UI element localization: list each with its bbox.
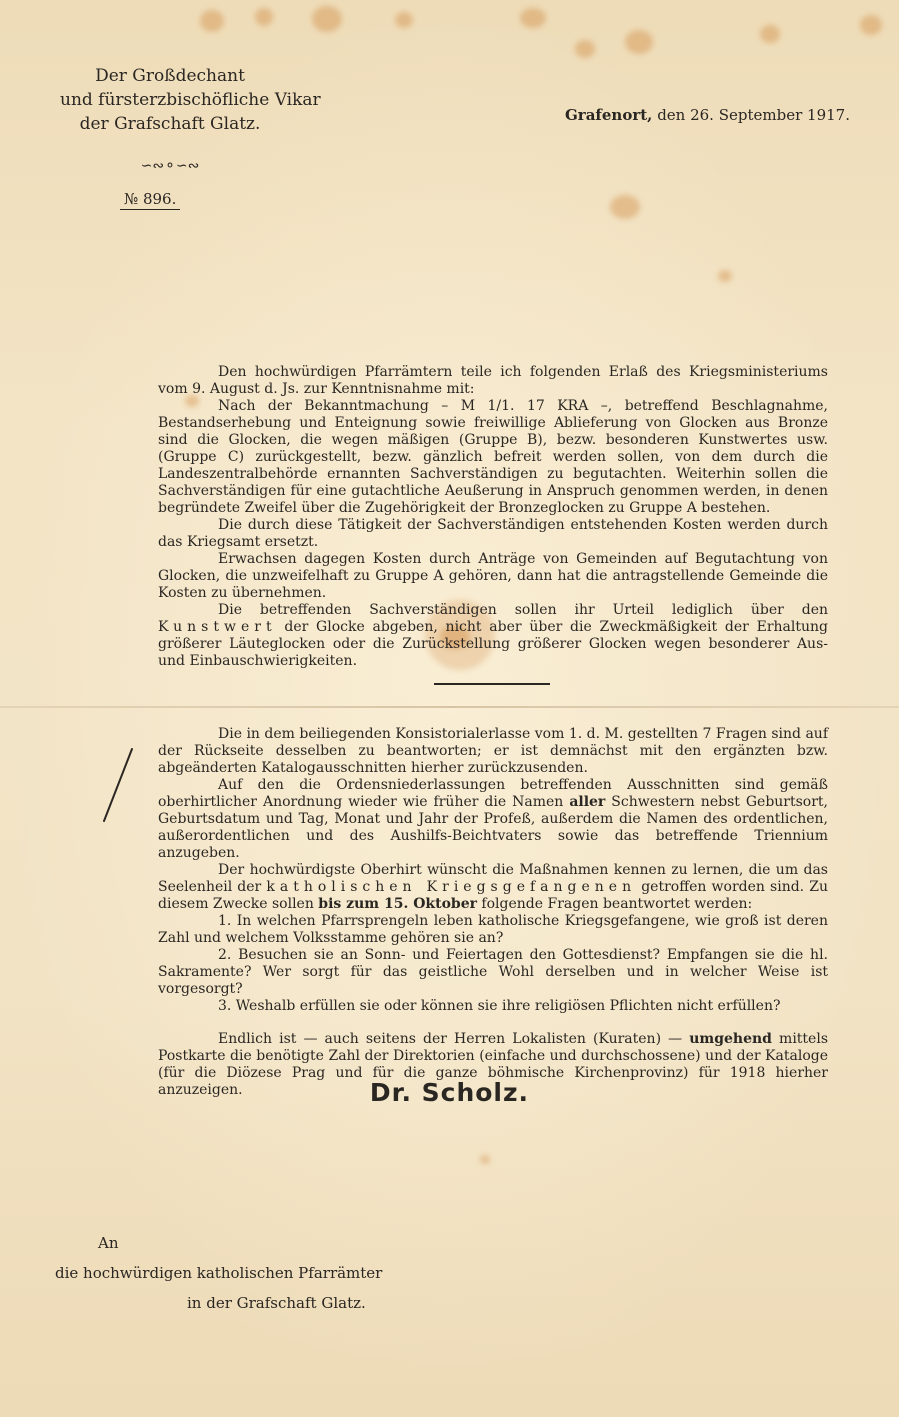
address-line: in der Grafschaft Glatz. [187,1294,366,1312]
stain [610,195,640,219]
stain [625,30,653,54]
stain [255,8,273,26]
text-run: folgende Fragen beantwortet werden: [476,896,753,912]
text-run: Der hochwürdigste Oberhirt wünscht die Maßnahmen kennen zu lernen, die um das Seelenheil der [158,862,828,895]
signature: Dr. Scholz. [369,1078,530,1107]
text-run: der Glocke abgeben, nicht aber über die Zweckmäßigkeit der Erhaltung größerer Läuteglocken oder die Zurückstellung größerer Glocken wegen besonderer Aus- und Einbauschwierigkeiten. [158,619,828,669]
text-run: Endlich ist — auch seitens der Herren Lokalisten (Kuraten) — [218,1031,690,1047]
stain [312,6,342,32]
address-line: An [98,1234,119,1252]
text-run: Die betreffenden Sachverständigen sollen ihr Urteil lediglich über den [218,602,828,618]
paragraph: Erwachsen dagegen Kosten durch Anträge von Gemeinden auf Begutachtung von Glocken, die unzweifelhaft zu Gruppe A gehören, dann hat die antragstellende Gemeinde die Kosten zu übernehmen. [158,551,828,601]
stain [760,25,780,43]
spaced-text: Kunstwert [158,619,277,635]
bold-text: bis zum 15. Oktober [318,896,477,912]
address-line: die hochwürdigen katholischen Pfarrämter [55,1264,383,1282]
question-list [158,913,828,1015]
fold-line [0,706,899,708]
paragraph: Den hochwürdigen Pfarrämtern teile ich folgenden Erlaß des Kriegsministeriums vom 9. August d. Js. zur Kenntnisnahme mit: [158,364,828,397]
stain [575,40,595,58]
instructions-section [158,726,828,1099]
issuer-block [60,64,321,136]
section-divider [434,683,550,685]
question: 1. In welchen Pfarrsprengeln leben katholische Kriegsgefangene, wie groß ist deren Zahl und welchem Volksstamme gehören sie an? [158,913,828,946]
text-run: Auf den die Ordensniederlassungen betreffenden Ausschnitten sind gemäß oberhirtlicher Anordnung wieder wie früher die Namen [158,777,828,810]
issuer-line: der Grafschaft Glatz. [79,114,261,134]
paragraph: Die durch diese Tätigkeit der Sachverständigen entstehenden Kosten werden durch das Kriegsamt ersetzt. [158,517,828,550]
decree-section [158,364,828,670]
question: 2. Besuchen sie an Sonn- und Feiertagen den Gottesdienst? Empfangen sie die hl. Sakramente? Wer sorgt für das geistliche Wohl derselben und in welcher Weise ist vorgesorgt? [158,947,828,997]
paragraph [158,777,828,862]
bold-text: umgehend [689,1031,772,1047]
text-run: Schwestern nebst Geburtsort, Geburtsdatum und Tag, Monat und Jahr der Profeß, außerdem die Namen des ordentlichen, außerordentlichen und des Aushilfs-Beichtvaters sowie das betreffende Triennium anzugeben. [158,794,829,861]
reference-number: № 896. [120,190,180,210]
paragraph: Die in dem beiliegenden Konsistorialerlasse vom 1. d. M. gestellten 7 Fragen sind auf der Rückseite desselben zu beantworten; er ist demnächst mit den ergänzten bzw. abgeänderten Katalogausschnitten hierher zurückzusenden. [158,726,828,776]
stain [200,10,224,32]
text-run: mittels Postkarte die benötigte Zahl der Direktorien (einfache und durchschossene) und der Kataloge (für die Diözese Prag und für die ganze böhmische Kirchenprovinz) für 1918 hierher anzuzeigen. [158,1031,829,1098]
paragraph [158,862,828,913]
place-date [565,106,850,124]
paragraph [158,602,828,670]
question: 3. Weshalb erfüllen sie oder können sie ihre religiösen Pflichten nicht erfüllen? [218,998,781,1014]
ornament: ∽∾⚬∽∾ [140,158,200,174]
date: den 26. September 1917. [657,106,850,124]
stain [718,270,732,282]
place: Grafenort, [565,106,653,124]
stain [860,15,882,35]
paragraph: Nach der Bekanntmachung – M 1/1. 17 KRA –, betreffend Beschlagnahme, Bestandserhebung und Enteignung sowie freiwillige Ablieferung von Glocken aus Bronze sind die Glocken, die wegen mäßigen (Gruppe B), bezw. besonderen Kunstwertes usw. (Gruppe C) zurückgestellt, bezw. gänzlich befreit werden sollen, von dem durch die Landeszentralbehörde ernannten Sachverständigen zu begutachten. Weiterhin sollen die Sachverständigen für eine gutachtliche Aeußerung in Anspruch genommen werden, in denen begründete Zweifel über die Zugehörigkeit der Bronzeglocken zu Gruppe A bestehen. [158,398,828,516]
text-run: getroffen worden sind. Zu diesem Zwecke sollen [158,879,828,912]
bold-text: aller [569,794,606,810]
spaced-text: katholischen Kriegsgefangenen [266,879,637,895]
stain [480,1155,490,1164]
stain [520,8,546,28]
issuer-line: Der Großdechant [95,66,245,86]
handwritten-slash-mark [100,745,140,825]
stain [395,12,413,28]
issuer-line: und fürsterzbischöfliche Vikar [60,90,321,110]
